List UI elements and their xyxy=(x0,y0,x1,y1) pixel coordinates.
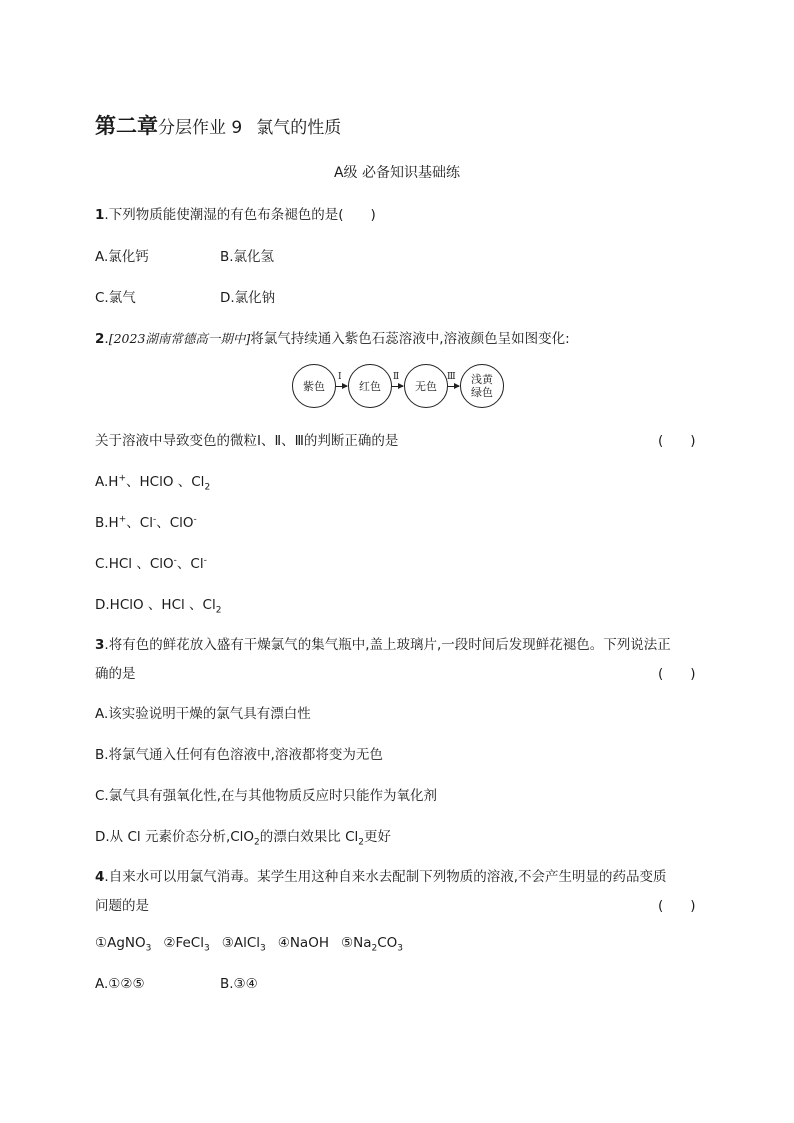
arrow-1 xyxy=(336,386,347,387)
q3-stem-line2: 确的是 xyxy=(95,666,136,682)
q1-option-a: A.氯化钙 xyxy=(95,249,149,265)
q1-option-d: D.氯化钠 xyxy=(220,290,276,306)
arrow-2 xyxy=(392,386,403,387)
page-title xyxy=(95,110,341,140)
q2-option-c: C.HCl 、ClO-、Cl- xyxy=(95,555,207,572)
q4-answer-bracket: ( ) xyxy=(658,898,696,914)
q2-text: 将氯气持续通入紫色石蕊溶液中,溶液颜色呈如图变化: xyxy=(250,331,570,347)
topic-title: 氯气的性质 xyxy=(256,118,342,138)
q1-option-b: B.氯化氢 xyxy=(220,249,275,265)
q4-stem-line2: 问题的是 xyxy=(95,898,149,914)
q3-number: 3 xyxy=(95,637,105,653)
q3-option-b: B.将氯气通入任何有色溶液中,溶液都将变为无色 xyxy=(95,747,383,763)
arrow-label-3: Ⅲ xyxy=(447,372,456,382)
arrow-label-2: Ⅱ xyxy=(393,372,400,382)
q2-number: 2 xyxy=(95,331,105,347)
assignment-label: 分层作业 9 xyxy=(158,118,243,138)
q2-answer-bracket: ( ) xyxy=(658,433,696,449)
q2-option-a: A.H+、HClO 、$Cl_2$ xyxy=(95,473,211,493)
q4-option-b: B.③④ xyxy=(220,976,258,992)
q3-stem-line1: 3.将有色的鲜花放入盛有干燥氯气的集气瓶中,盖上玻璃片,一段时间后发现鲜花褪色。下列说法正 xyxy=(95,637,671,653)
q1-stem xyxy=(95,203,376,223)
q3-option-d: D.从 Cl 元素价态分析,ClO$_2$的漂白效果比 $Cl_2$更好 xyxy=(95,829,391,848)
q2-ask: 关于溶液中导致变色的微粒Ⅰ、Ⅱ、Ⅲ的判断正确的是 xyxy=(95,433,399,449)
q3-answer-bracket: ( ) xyxy=(658,666,696,682)
diagram-node-red: 红色 xyxy=(348,364,392,408)
arrow-3 xyxy=(448,386,459,387)
diagram-node-colorless: 无色 xyxy=(404,364,448,408)
q3-option-a: A.该实验说明干燥的氯气具有漂白性 xyxy=(95,706,311,722)
diagram-node-pale-yellow-green: 浅黄 绿色 xyxy=(460,364,504,408)
q4-number: 4 xyxy=(95,869,105,885)
q4-stem-line1: 4.自来水可以用氯气消毒。某学生用这种自来水去配制下列物质的溶液,不会产生明显的药品变质 xyxy=(95,869,667,885)
arrow-label-1: Ⅰ xyxy=(338,372,342,382)
q3-option-c: C.氯气具有强氧化性,在与其他物质反应时只能作为氧化剂 xyxy=(95,788,438,804)
q2-source: [2023湖南常德高一期中] xyxy=(108,331,251,346)
q2-stem: 2.[2023湖南常德高一期中]将氯气持续通入紫色石蕊溶液中,溶液颜色呈如图变化: xyxy=(95,331,570,347)
q2-option-d: D.HClO 、HCl 、$Cl_2$ xyxy=(95,597,222,616)
q2-option-b: B.H+、Cl-、ClO- xyxy=(95,514,197,531)
diagram-node-purple: 紫色 xyxy=(292,364,336,408)
section-title: A级 必备知识基础练 xyxy=(333,165,461,181)
q4-option-a: A.①②⑤ xyxy=(95,976,145,992)
q4-items: ①AgNO$_3$ ②FeCl$_3$ ③AlCl$_3$ ④NaOH $⑤Na_2CO_3$ xyxy=(95,935,404,954)
chapter-title: 第二章 xyxy=(95,114,158,138)
q1-number: 1 xyxy=(95,207,105,223)
q1-option-c: C.氯气 xyxy=(95,290,136,306)
q1-text: .下列物质能使潮湿的有色布条褪色的是( ) xyxy=(104,207,376,223)
